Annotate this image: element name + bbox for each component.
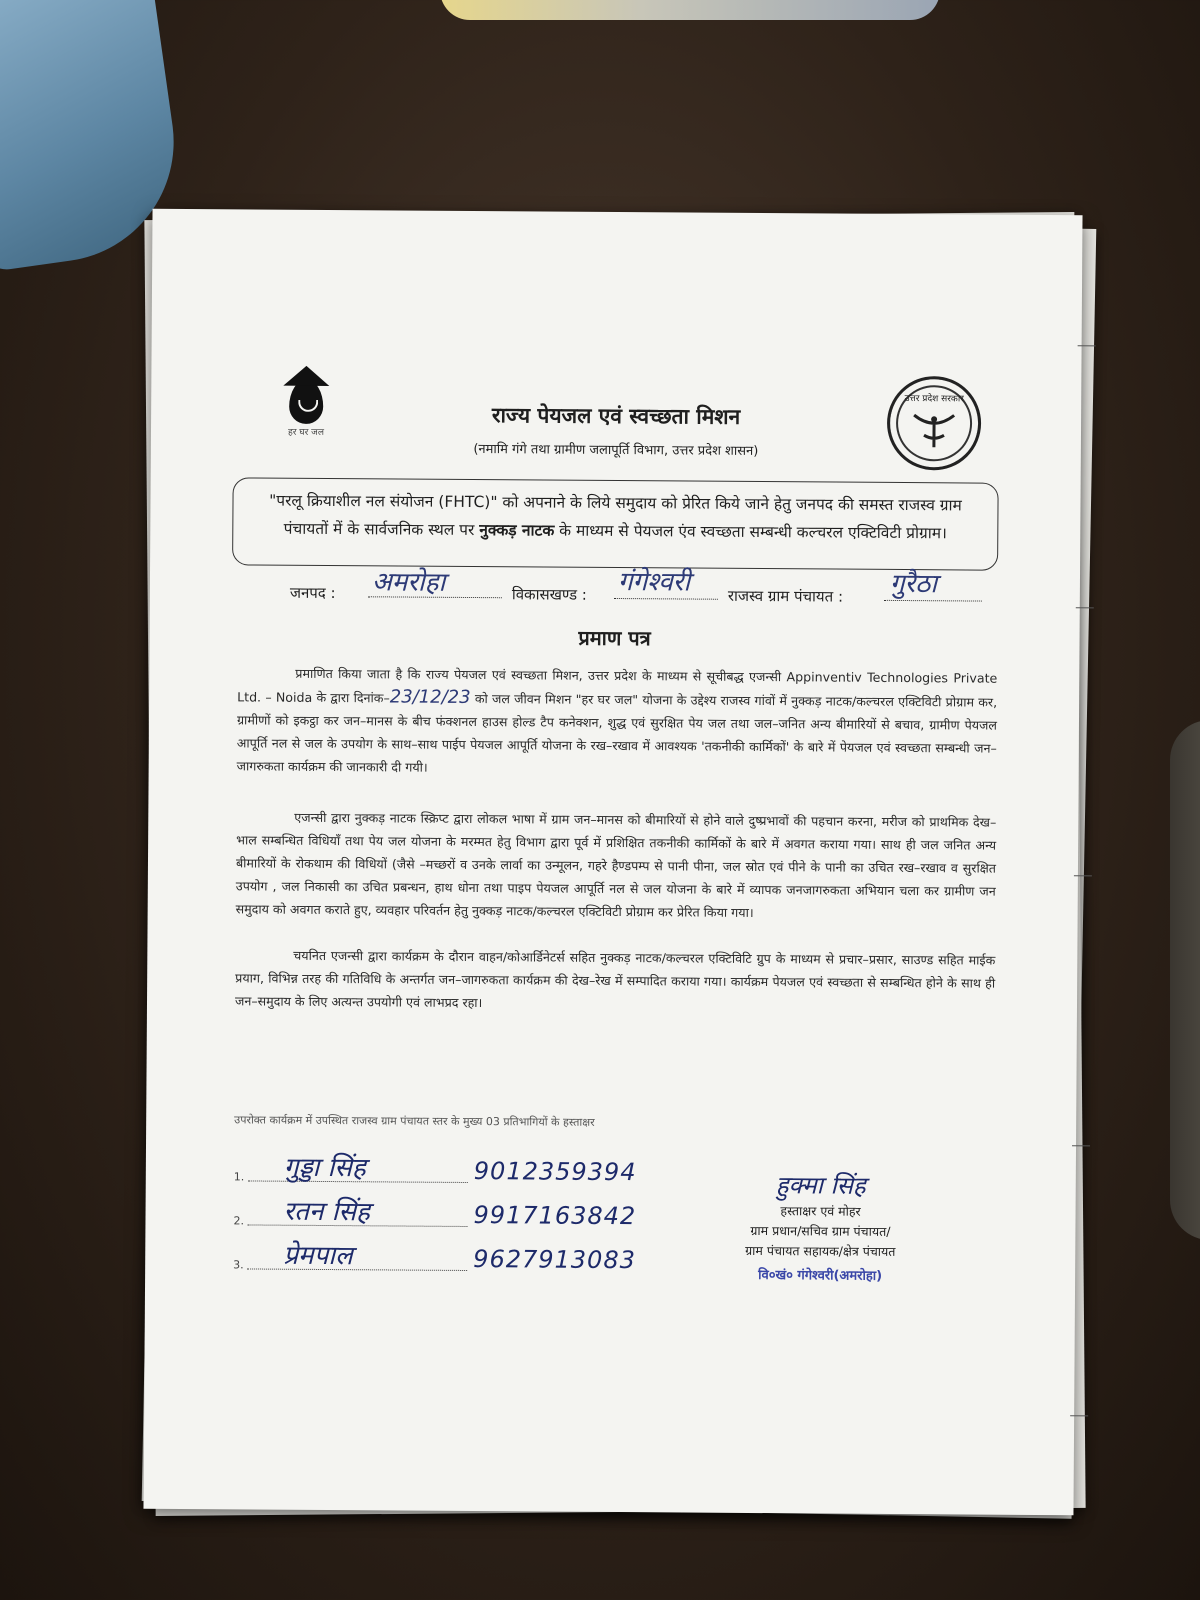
margin-mark xyxy=(1074,875,1092,876)
district-value: अमरोहा xyxy=(371,567,446,598)
participant-signature: गुड्डा सिंह xyxy=(283,1152,366,1184)
block-value: गंगेश्वरी xyxy=(617,567,691,598)
participants-note: उपरोक्त कार्यक्रम में उपस्थित राजस्व ग्राम पंचायत स्तर के मुख्य 03 प्रतिभागियों के हस्ताक्षर xyxy=(234,1113,595,1129)
mission-title: राज्य पेयजल एवं स्वच्छता मिशन xyxy=(491,403,741,429)
signatory-signature: हुक्मा सिंह xyxy=(775,1171,866,1200)
certificate-paragraph-2: एजन्सी द्वारा नुक्कड़ नाटक स्क्रिप्ट द्वारा लोकल भाषा में ग्राम जन–मानस को बीमारियों से होने वाले दुष्प्रभावों की पहचान करना, मरीज को प्राथमिक देख–भाल सम्बन्धित विधियाँ तथा पेय जल योजना के मरम्मत हेतु विभाग द्वारा पूर्व में प्रशिक्षित तकनीकी कार्मिकों के बारे में अवगत कराया गया। साथ ही जल जनित अन्य बीमारियों के रोकथाम की विधियों (जैसे –मच्छरों व उनके लार्वा का उन्मूलन, गहरे हैण्डपम्प से पानी पीना, जल स्रोत एवं पीने के पानी का उचित रख–रखाव व सुरक्षित उपयोग , जल निकासी का उचित प्रबन्धन, हाथ धोना तथा पाइप पेयजल आपूर्ति नल से जल योजना के बारे में व्यापक जनजागरुकता अभियान चला कर ग्रामीण जन समुदाय को अवगत कराते हुए, व्यवहार परिवर्तन हेतु नुक्कड़ नाटक/कल्चरल एक्टिविटी प्रोग्राम कर प्रेरित किया गया। xyxy=(235,809,997,920)
certificate-paragraph-3: चयनित एजन्सी द्वारा कार्यक्रम के दौरान वाहन/कोआर्डिनेटर्स सहित नुक्कड़ नाटक/कल्चरल एक्टिविटि ग्रुप के माध्यम से प्रचार–प्रसार, साउण्ड सहित माईक प्रयाग, विभिन्न तरह की गतिविधि के अन्तर्गत जन–जागरुकता कार्यक्रम की देख–रेख में सम्पादित कराया गया। कार्यक्रम पेयजल एवं स्वच्छता से सम्बन्धित होने के साथ ही जन–समुदाय के लिए अत्यन्त उपयोगी एवं लाभप्रद रहा। xyxy=(234,947,996,1011)
participant-number: 2. xyxy=(233,1214,245,1228)
paragraph-1-text: प्रमाणित किया जाता है कि राज्य पेयजल एवं स्वच्छता मिशन, उत्तर प्रदेश के माध्यम से सूचीबद्ध एजन्सी Appinventiv Technologies Private Ltd. – Noida के द्वारा दिनांक– xyxy=(237,665,998,706)
participant-row xyxy=(233,1191,653,1234)
participant-fill-line xyxy=(247,1268,467,1271)
signatory-line-3: ग्राम पंचायत सहायक/क्षेत्र पंचायत xyxy=(745,1242,896,1259)
district-label: जनपद : xyxy=(289,583,336,603)
participant-row xyxy=(233,1235,653,1278)
certificate-page xyxy=(143,209,1082,1515)
background-cloth xyxy=(440,0,940,20)
margin-mark xyxy=(1078,345,1096,346)
participant-phone: 9917163842 xyxy=(473,1201,637,1231)
participant-phone: 9627913083 xyxy=(473,1245,637,1275)
margin-mark xyxy=(1076,607,1094,608)
participant-signature: रतन सिंह xyxy=(283,1196,370,1228)
program-text: "परलू क्रियाशील नल संयोजन (FHTC)" को अपनाने के लिये समुदाय को प्रेरित किये जाने हेतु जनपद की समस्त राजस्व ग्राम पंचायतों में के सार्वजनिक स्थल पर xyxy=(269,491,962,540)
panchayat-value: गुरैठा xyxy=(889,568,938,600)
participant-phone: 9012359394 xyxy=(473,1157,637,1187)
panchayat-label: राजस्व ग्राम पंचायत : xyxy=(727,586,844,606)
certificate-title: प्रमाण पत्र xyxy=(578,625,651,651)
background-cloth xyxy=(1170,720,1200,1240)
participant-signature: प्रेमपाल xyxy=(283,1240,353,1272)
official-stamp: वि०खं० गंगेश्वरी(अमरोहा) xyxy=(758,1268,883,1284)
paragraph-1-text-end: को जल जीवन मिशन "हर घर जल" योजना के उद्देश्य राजस्व गांवों में नुक्कड़ नाटक/कल्चरल एक्टिविटी प्रोग्राम कर, ग्रामीणों को इकट्ठा कर जन–मानस के बीच फंक्शनल हाउस होल्ड टैप कनेक्शन, शुद्ध एवं सुरक्षित पेय जल तथा जल–जनित अन्य बीमारियों से बचाव, ग्रामीण पेयजल आपूर्ति नल से जल के उपयोग के साथ–साथ पाईप पेयजल आपूर्ति योजना के रख–रखाव में आवश्यक 'तकनीकी कार्मिकों' के बारे में पेयजल एवं स्वच्छता सम्बन्धी जन–जागरुकता कार्यक्रम की जानकारी दी गयी। xyxy=(236,691,998,775)
mission-subtitle: (नमामि गंगे तथा ग्रामीण जलापूर्ति विभाग, उत्तर प्रदेश शासन) xyxy=(473,442,759,460)
program-description-box xyxy=(232,477,999,570)
signatory-line-2: ग्राम प्रधान/सचिव ग्राम पंचायत/ xyxy=(750,1222,891,1239)
participant-number: 1. xyxy=(233,1170,245,1184)
margin-mark xyxy=(1072,1145,1090,1146)
program-date: 23/12/23 xyxy=(389,686,471,709)
margin-mark xyxy=(1070,1415,1088,1416)
program-bold-text: नुक्कड़ नाटक xyxy=(479,521,555,540)
signatory-line-1: हस्ताक्षर एवं मोहर xyxy=(780,1203,861,1219)
seal-text: उत्तर प्रदेश सरकार xyxy=(904,394,964,405)
certificate-paragraph-1 xyxy=(237,661,998,782)
participant-number: 3. xyxy=(233,1258,244,1272)
block-label: विकासखण्ड : xyxy=(511,585,587,604)
signatory-block xyxy=(705,1168,936,1285)
logo-tagline: हर घर जल xyxy=(287,427,325,438)
participant-row xyxy=(234,1147,654,1190)
program-text-end: के माध्यम से पेयजल एंव स्वच्छता सम्बन्धी कल्चरल एक्टिविटी प्रोग्राम। xyxy=(554,521,948,543)
